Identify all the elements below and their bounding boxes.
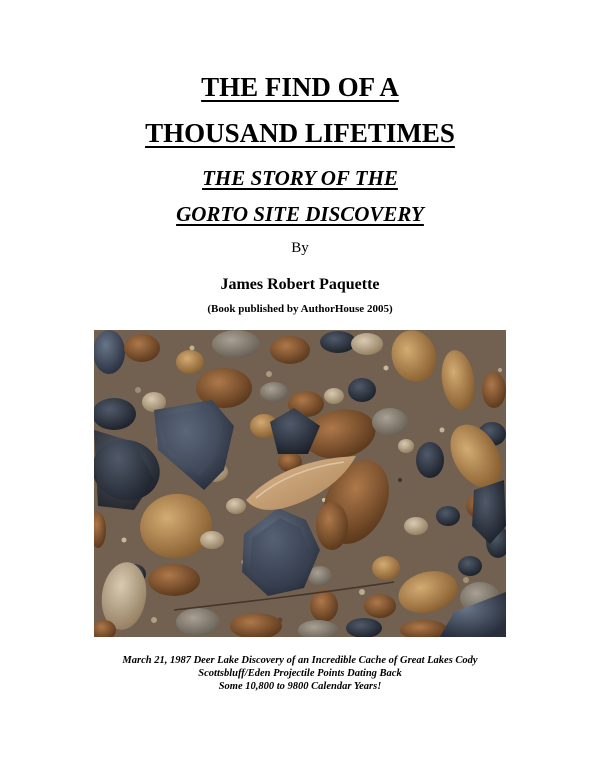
caption-line-1: March 21, 1987 Deer Lake Discovery of an Incredible Cache of Great Lakes Cody: [122, 655, 478, 666]
subtitle-line-2: GORTO SITE DISCOVERY: [176, 202, 424, 226]
byline: By: [291, 240, 309, 256]
title-line-1: THE FIND OF A: [201, 72, 399, 102]
caption-line-2: Scottsbluff/Eden Projectile Points Dating Back: [198, 668, 402, 679]
caption-line-3: Some 10,800 to 9800 Calendar Years!: [218, 681, 382, 692]
cover-photo: [94, 330, 506, 637]
author-name: James Robert Paquette: [220, 276, 380, 293]
publication-note: (Book published by AuthorHouse 2005): [207, 303, 393, 315]
subtitle-line-1: THE STORY OF THE: [202, 166, 398, 190]
title-line-2: THOUSAND LIFETIMES: [145, 118, 455, 148]
